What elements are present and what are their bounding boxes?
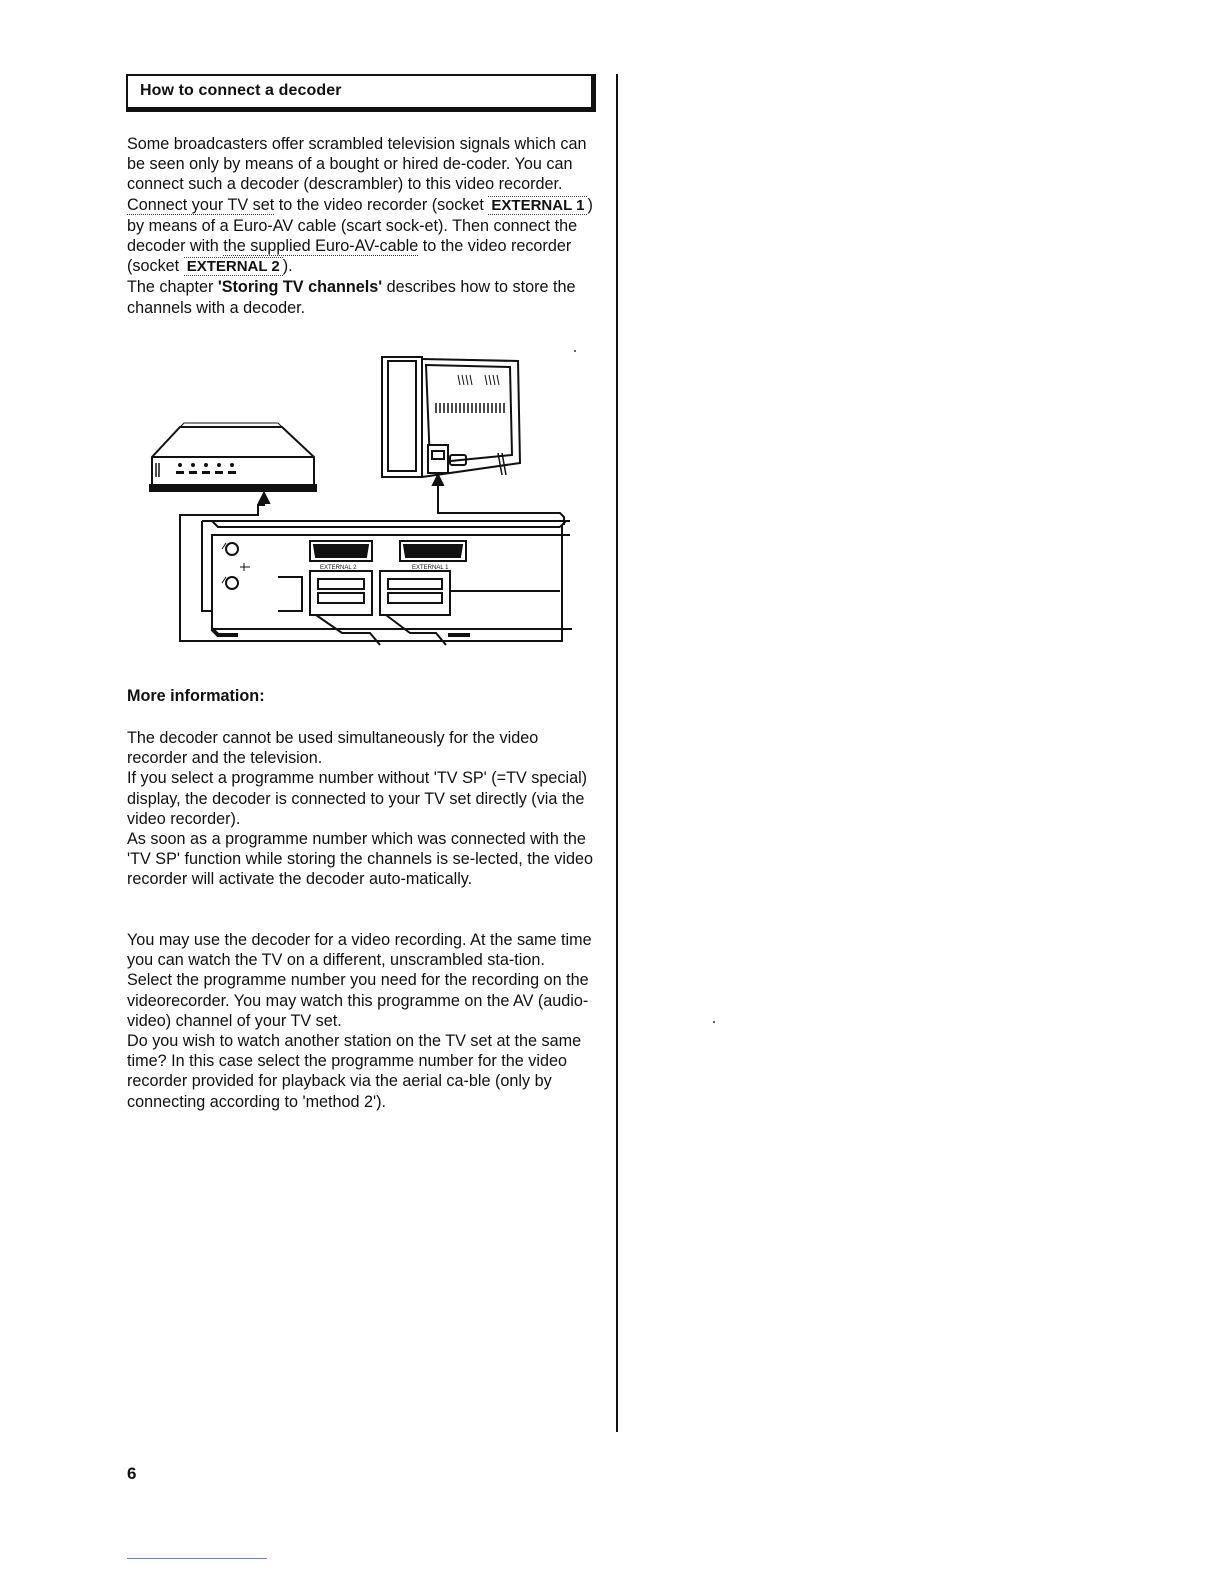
page-number: 6 bbox=[127, 1464, 137, 1483]
intro-sentence-1: Some broadcasters offer scrambled television signals which can be seen only by means of a bought or hired de-coder. You can connect such a decoder (descrambler) to this video recorder. bbox=[127, 135, 587, 194]
tv-illustration bbox=[382, 357, 520, 477]
more-info-p3: As soon as a programme number which was connected with the 'TV SP' function while storing the channels is se-lected, the video recorder will activate the decoder auto-matically. bbox=[127, 830, 593, 889]
label-external-2: EXTERNAL 2 bbox=[320, 565, 357, 571]
label-external-1: EXTERNAL 1 bbox=[412, 565, 449, 571]
socket-external-1: EXTERNAL 1 bbox=[488, 196, 587, 215]
more-info-p4: You may use the decoder for a video recording. At the same time you can watch the TV on a different, unscrambled sta-tion. bbox=[127, 931, 592, 970]
intro-supplied-cable: the supplied Euro-AV-cable bbox=[223, 237, 419, 256]
section-heading: How to connect a decoder bbox=[140, 82, 342, 99]
more-info-block-2 bbox=[127, 930, 602, 1112]
more-info-p1: The decoder cannot be used simultaneously for the video recorder and the television. bbox=[127, 729, 539, 768]
more-info-heading: More information: bbox=[127, 687, 265, 705]
video-recorder-illustration bbox=[202, 521, 572, 645]
socket-external-2: EXTERNAL 2 bbox=[184, 257, 283, 276]
intro-text: The chapter bbox=[127, 278, 218, 297]
intro-text: describes how to store the channels with a decoder. bbox=[127, 278, 576, 317]
intro-text: ) by means of a Euro-AV cable (scart sock-et). Then connect the decoder with bbox=[127, 195, 593, 256]
chapter-reference: 'Storing TV channels' bbox=[217, 278, 383, 297]
arrow-to-decoder bbox=[180, 493, 562, 641]
intro-connect-tv: Connect your TV set bbox=[127, 195, 275, 214]
footer-rule bbox=[127, 1558, 267, 1559]
intro-text: ). bbox=[282, 257, 293, 276]
decoder-illustration bbox=[150, 423, 316, 491]
more-info-p6: Do you wish to watch another station on the TV set at the same time? In this case select the programme number for the video recorder provided for playback via the aerial ca-ble (only by connecting according to 'method 2'). bbox=[127, 1032, 582, 1111]
more-info-block-1 bbox=[127, 728, 602, 890]
more-info-p2: If you select a programme number without 'TV SP' (=TV special) display, the decoder is connected to your TV set directly (via the video recorder). bbox=[127, 769, 588, 828]
intro-text: to the video recorder (socket bbox=[127, 237, 572, 276]
intro-text: to the video recorder (socket bbox=[274, 195, 489, 214]
intro-paragraph bbox=[127, 134, 602, 318]
more-info-p5: Select the programme number you need for the recording on the videorecorder. You may watch this programme on the AV (audio-video) channel of your TV set. bbox=[127, 971, 589, 1030]
connection-diagram bbox=[140, 345, 590, 655]
speck bbox=[713, 1021, 715, 1023]
column-rule bbox=[616, 74, 618, 1432]
arrow-to-tv bbox=[433, 475, 564, 525]
section-heading-box bbox=[126, 74, 596, 112]
